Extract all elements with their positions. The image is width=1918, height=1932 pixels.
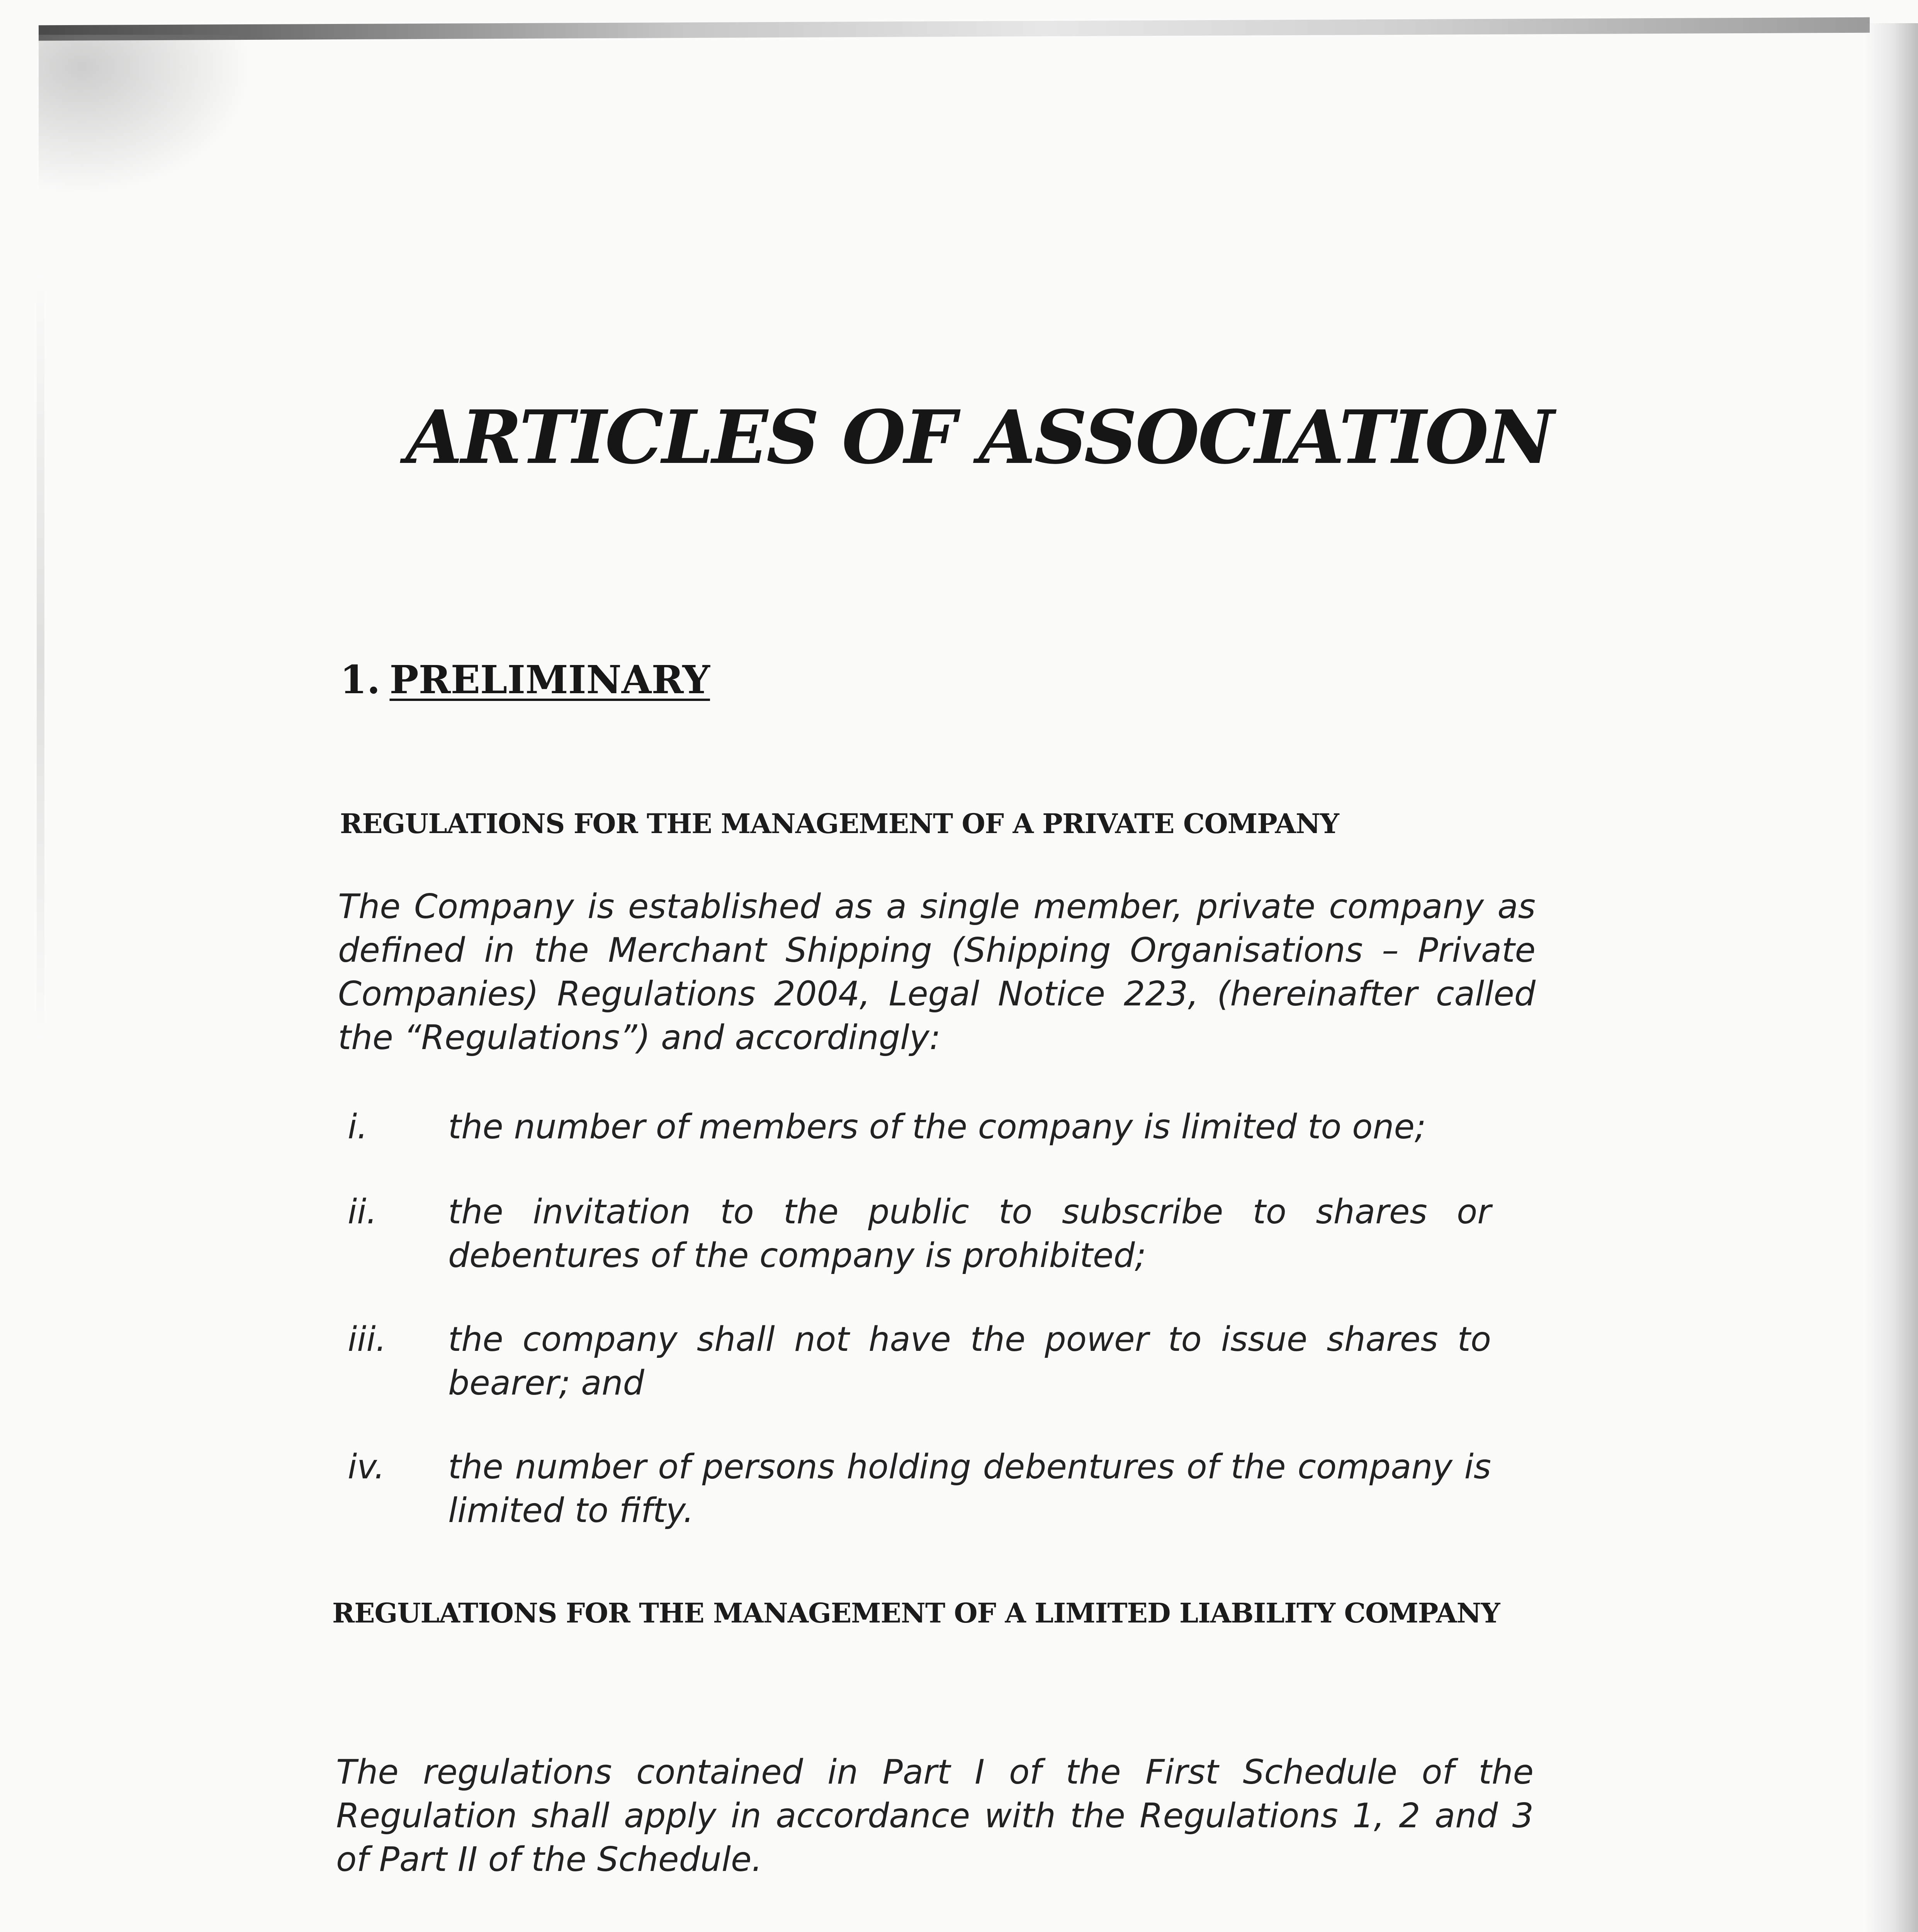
list-marker: ii. xyxy=(348,1192,377,1231)
scan-edge-right xyxy=(1864,23,1918,1932)
section-1-title: PRELIMINARY xyxy=(389,657,710,702)
section-1-number: 1. xyxy=(340,657,381,702)
list-marker: i. xyxy=(348,1107,368,1146)
list-item-text: the number of persons holding debentures of the company is limited to fifty. xyxy=(448,1447,1491,1530)
paragraph-regulations-apply: The regulations contained in Part I of the First Schedule of the Regulation shall apply in accordance with the Regulations 1, 2 and 3 of Part II of the Schedule. xyxy=(336,1752,1534,1879)
list-item-text: the number of members of the company is limited to one; xyxy=(448,1107,1426,1146)
subheading-private-company: REGULATIONS FOR THE MANAGEMENT OF A PRIVATE COMPANY xyxy=(340,808,1339,840)
section-1-heading xyxy=(340,657,710,702)
scan-edge-top xyxy=(39,17,1870,41)
scan-corner-shadow xyxy=(39,35,255,197)
paragraph-company-established: The Company is established as a single member, private company as defined in the Merchant Shipping (Shipping Organisations – Private Companies) Regulations 2004, Legal Notice 223, (hereinafter called the “Regulations”) and accordingly: xyxy=(338,887,1536,1057)
list-marker: iii. xyxy=(348,1320,387,1359)
document-title: ARTICLES OF ASSOCIATION xyxy=(406,394,1553,480)
list-marker: iv. xyxy=(348,1447,385,1486)
list-item-text: the invitation to the public to subscribe to shares or debentures of the company is prohibited; xyxy=(448,1192,1491,1275)
subheading-limited-liability: REGULATIONS FOR THE MANAGEMENT OF A LIMITED LIABILITY COMPANY xyxy=(332,1597,1500,1629)
list-item-text: the company shall not have the power to issue shares to bearer; and xyxy=(448,1320,1491,1403)
scan-edge-left xyxy=(37,270,44,1043)
